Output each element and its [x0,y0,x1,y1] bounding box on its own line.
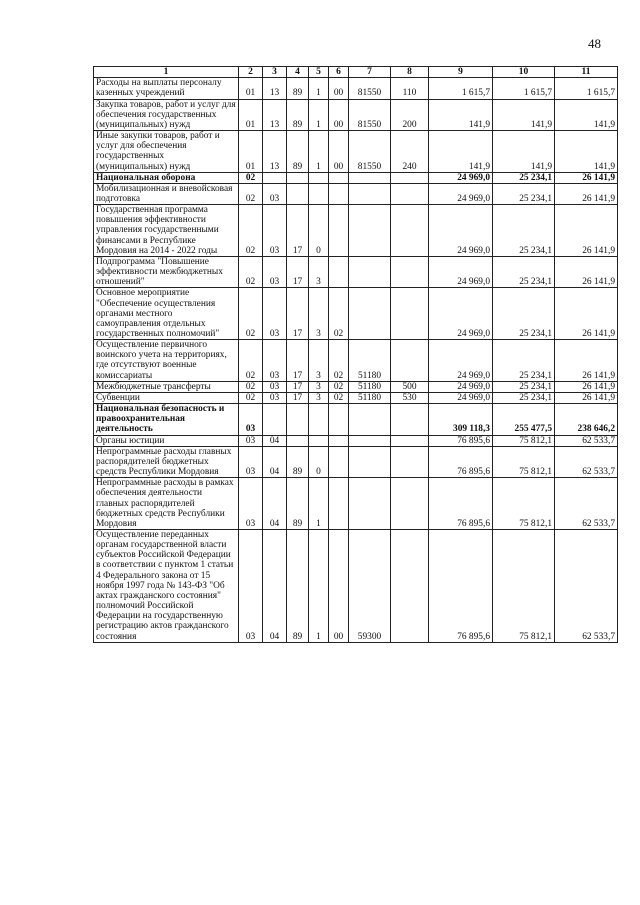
code-cell [391,256,429,287]
amount-cell: 141,9 [429,99,493,130]
code-cell: 01 [239,131,263,173]
code-cell: 3 [309,256,329,287]
amount-cell: 141,9 [555,131,618,173]
table-row [94,99,618,130]
code-cell: 89 [287,131,309,173]
code-cell: 04 [263,478,287,530]
code-cell [349,404,391,435]
code-cell [287,435,309,446]
code-cell: 51180 [349,392,391,403]
table-row [94,404,618,435]
amount-cell: 26 141,9 [555,381,618,392]
table-row [94,392,618,403]
code-cell: 03 [263,392,287,403]
amount-cell: 238 646,2 [555,404,618,435]
code-cell: 17 [287,288,309,340]
code-cell [287,183,309,204]
amount-cell: 24 969,0 [429,183,493,204]
code-cell [329,446,349,477]
header-cell: 6 [329,67,349,78]
budget-table [93,66,618,643]
code-cell [309,404,329,435]
code-cell: 200 [391,99,429,130]
code-cell: 04 [263,446,287,477]
code-cell [349,205,391,257]
row-name-cell: Национальная оборона [94,172,239,183]
code-cell [391,529,429,642]
code-cell [329,404,349,435]
code-cell: 03 [239,446,263,477]
code-cell [391,205,429,257]
code-cell: 1 [309,478,329,530]
table-row [94,78,618,99]
code-cell [349,183,391,204]
code-cell: 02 [239,172,263,183]
amount-cell: 24 969,0 [429,381,493,392]
table-row [94,446,618,477]
amount-cell: 76 895,6 [429,446,493,477]
row-name-cell: Национальная безопасность и правоохранительная деятельность [94,404,239,435]
code-cell: 04 [263,529,287,642]
code-cell: 03 [239,529,263,642]
code-cell [287,404,309,435]
code-cell: 17 [287,392,309,403]
code-cell [329,435,349,446]
amount-cell: 255 477,5 [493,404,555,435]
amount-cell: 26 141,9 [555,340,618,382]
amount-cell: 26 141,9 [555,256,618,287]
table-row [94,478,618,530]
code-cell: 1 [309,131,329,173]
code-cell [349,288,391,340]
amount-cell: 75 812,1 [493,435,555,446]
code-cell: 1 [309,529,329,642]
amount-cell: 25 234,1 [493,340,555,382]
code-cell: 02 [239,340,263,382]
code-cell: 02 [239,183,263,204]
amount-cell: 309 118,3 [429,404,493,435]
code-cell: 17 [287,381,309,392]
code-cell [309,435,329,446]
header-cell: 5 [309,67,329,78]
code-cell [349,478,391,530]
code-cell: 13 [263,131,287,173]
code-cell: 01 [239,99,263,130]
code-cell: 51180 [349,381,391,392]
amount-cell: 24 969,0 [429,205,493,257]
code-cell [263,404,287,435]
row-name-cell: Основное мероприятие "Обеспечение осуществления органами местного самоуправления отдельных государственных полномочий" [94,288,239,340]
amount-cell: 26 141,9 [555,288,618,340]
code-cell: 89 [287,446,309,477]
code-cell: 17 [287,205,309,257]
code-cell [263,172,287,183]
header-cell: 10 [493,67,555,78]
code-cell [329,172,349,183]
code-cell: 03 [263,256,287,287]
code-cell: 03 [263,340,287,382]
code-cell: 13 [263,99,287,130]
code-cell: 02 [239,288,263,340]
code-cell: 51180 [349,340,391,382]
code-cell: 59300 [349,529,391,642]
code-cell: 03 [239,478,263,530]
code-cell: 81550 [349,78,391,99]
header-cell: 4 [287,67,309,78]
amount-cell: 25 234,1 [493,205,555,257]
amount-cell: 141,9 [429,131,493,173]
amount-cell: 141,9 [493,131,555,173]
code-cell: 3 [309,381,329,392]
code-cell: 03 [263,183,287,204]
row-name-cell: Осуществление первичного воинского учета на территориях, где отсутствуют военные комиссариаты [94,340,239,382]
amount-cell: 26 141,9 [555,172,618,183]
header-row [94,67,618,78]
code-cell: 17 [287,256,309,287]
code-cell [329,256,349,287]
row-name-cell: Подпрограмма "Повышение эффективности межбюджетных отношений" [94,256,239,287]
code-cell: 89 [287,78,309,99]
header-cell: 8 [391,67,429,78]
code-cell: 240 [391,131,429,173]
header-cell: 3 [263,67,287,78]
code-cell: 00 [329,78,349,99]
code-cell: 81550 [349,99,391,130]
row-name-cell: Иные закупки товаров, работ и услуг для обеспечения государственных (муниципальных) нужд [94,131,239,173]
code-cell: 02 [239,392,263,403]
code-cell: 1 [309,99,329,130]
code-cell: 500 [391,381,429,392]
code-cell: 00 [329,131,349,173]
code-cell [391,172,429,183]
table-row [94,183,618,204]
code-cell: 530 [391,392,429,403]
code-cell [349,435,391,446]
amount-cell: 62 533,7 [555,446,618,477]
code-cell [349,172,391,183]
code-cell: 02 [329,288,349,340]
code-cell: 02 [329,392,349,403]
table-row [94,205,618,257]
amount-cell: 62 533,7 [555,435,618,446]
code-cell [309,172,329,183]
row-name-cell: Субвенции [94,392,239,403]
amount-cell: 1 615,7 [429,78,493,99]
code-cell [391,404,429,435]
code-cell: 02 [329,340,349,382]
code-cell: 81550 [349,131,391,173]
code-cell [391,435,429,446]
code-cell: 00 [329,99,349,130]
row-name-cell: Мобилизационная и вневойсковая подготовка [94,183,239,204]
amount-cell: 25 234,1 [493,288,555,340]
header-cell: 1 [94,67,239,78]
table-row [94,172,618,183]
code-cell: 0 [309,446,329,477]
amount-cell: 25 234,1 [493,392,555,403]
code-cell: 01 [239,78,263,99]
code-cell: 03 [263,381,287,392]
row-name-cell: Непрограммные расходы главных распорядителей бюджетных средств Республики Мордовия [94,446,239,477]
amount-cell: 76 895,6 [429,478,493,530]
amount-cell: 76 895,6 [429,435,493,446]
amount-cell: 25 234,1 [493,381,555,392]
code-cell: 3 [309,288,329,340]
row-name-cell: Государственная программа повышения эффективности управления государственными финансами в Республике Мордовия на 2014 - 2022 годы [94,205,239,257]
code-cell: 03 [263,205,287,257]
table-row [94,529,618,642]
row-name-cell: Закупка товаров, работ и услуг для обеспечения государственных (муниципальных) нужд [94,99,239,130]
code-cell [329,205,349,257]
row-name-cell: Органы юстиции [94,435,239,446]
table-row [94,256,618,287]
amount-cell: 24 969,0 [429,172,493,183]
row-name-cell: Непрограммные расходы в рамках обеспечения деятельности главных распорядителей бюджетных средств Республики Мордовия [94,478,239,530]
code-cell: 03 [263,288,287,340]
amount-cell: 26 141,9 [555,183,618,204]
amount-cell: 62 533,7 [555,529,618,642]
header-cell: 11 [555,67,618,78]
amount-cell: 1 615,7 [493,78,555,99]
amount-cell: 24 969,0 [429,340,493,382]
code-cell: 89 [287,478,309,530]
code-cell: 02 [329,381,349,392]
header-cell: 7 [349,67,391,78]
code-cell: 89 [287,529,309,642]
code-cell: 13 [263,78,287,99]
amount-cell: 24 969,0 [429,288,493,340]
amount-cell: 75 812,1 [493,529,555,642]
code-cell [349,446,391,477]
code-cell [309,183,329,204]
row-name-cell: Расходы на выплаты персоналу казенных учреждений [94,78,239,99]
amount-cell: 25 234,1 [493,172,555,183]
amount-cell: 24 969,0 [429,256,493,287]
code-cell: 89 [287,99,309,130]
code-cell: 0 [309,205,329,257]
code-cell [329,478,349,530]
code-cell [391,478,429,530]
table-row [94,131,618,173]
code-cell: 03 [239,404,263,435]
code-cell [349,256,391,287]
row-name-cell: Осуществление переданных органам государственной власти субъектов Российской Федерации в соответствии с пунктом 1 статьи 4 Федерального закона от 15 ноября 1997 года № 143-ФЗ "Об актах гражданского состояния" полномочий Российской Федерации на государственную регистрацию актов гражданского состояния [94,529,239,642]
code-cell: 00 [329,529,349,642]
table-row [94,288,618,340]
code-cell: 04 [263,435,287,446]
row-name-cell: Межбюджетные трансферты [94,381,239,392]
code-cell: 110 [391,78,429,99]
code-cell [391,340,429,382]
header-cell: 9 [429,67,493,78]
amount-cell: 141,9 [555,99,618,130]
amount-cell: 24 969,0 [429,392,493,403]
code-cell: 3 [309,392,329,403]
code-cell [391,288,429,340]
code-cell: 17 [287,340,309,382]
amount-cell: 25 234,1 [493,256,555,287]
table-row [94,435,618,446]
amount-cell: 26 141,9 [555,205,618,257]
amount-cell: 1 615,7 [555,78,618,99]
code-cell: 02 [239,205,263,257]
code-cell [391,446,429,477]
header-cell: 2 [239,67,263,78]
amount-cell: 75 812,1 [493,446,555,477]
amount-cell: 141,9 [493,99,555,130]
table-row [94,381,618,392]
amount-cell: 26 141,9 [555,392,618,403]
table-row [94,340,618,382]
code-cell [287,172,309,183]
amount-cell: 75 812,1 [493,478,555,530]
page-number: 48 [588,36,601,51]
code-cell: 3 [309,340,329,382]
amount-cell: 62 533,7 [555,478,618,530]
code-cell [391,183,429,204]
amount-cell: 76 895,6 [429,529,493,642]
code-cell: 02 [239,256,263,287]
code-cell [329,183,349,204]
code-cell: 1 [309,78,329,99]
amount-cell: 25 234,1 [493,183,555,204]
code-cell: 03 [239,435,263,446]
code-cell: 02 [239,381,263,392]
